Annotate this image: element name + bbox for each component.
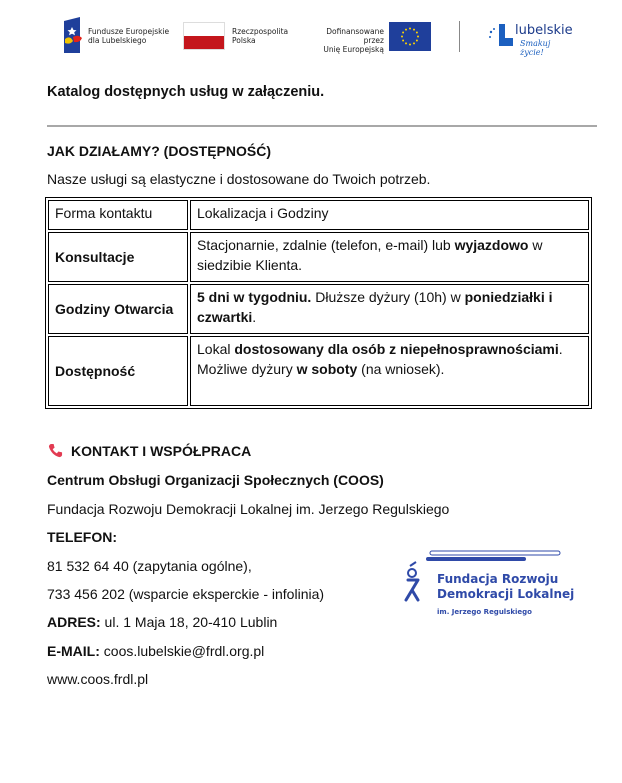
value-text: w siedzibie Klienta.	[197, 237, 543, 273]
eu-line1: Dofinansowane przez	[326, 27, 384, 45]
value-bold: poniedziałki i czwartki	[197, 289, 553, 325]
fe-logo-text	[88, 27, 169, 45]
contact-title: KONTAKT I WSPÓŁPRACA	[71, 443, 252, 459]
address-label: ADRES:	[47, 614, 101, 630]
value-text: .	[252, 309, 257, 325]
table-row	[48, 232, 589, 282]
row-value	[190, 336, 589, 406]
frdl-logo-line2: Demokracji Lokalnej	[437, 587, 575, 601]
fe-line1: Fundusze Europejskie	[88, 27, 170, 36]
foundation-name: Fundacja Rozwoju Demokracji Lokalnej im. Jerzego Regulskiego	[47, 501, 450, 517]
eu-logo-text	[304, 27, 384, 54]
pl-logo-text	[232, 27, 288, 45]
phone-hotline: 733 456 202 (wsparcie eksperckie - infolinia)	[47, 586, 325, 602]
section-divider	[47, 125, 597, 127]
table-header-cell: Lokalizacja i Godziny	[190, 200, 589, 230]
row-label: Konsultacje	[48, 232, 188, 282]
value-bold: 5 dni w tygodniu.	[197, 289, 312, 305]
phone-label: TELEFON:	[47, 529, 117, 545]
value-bold: w soboty	[296, 361, 358, 377]
email-label: E-MAIL:	[47, 643, 100, 659]
section-title: JAK DZIAŁAMY? (DOSTĘPNOŚĆ)	[47, 143, 271, 159]
polish-flag-icon	[183, 22, 225, 50]
frdl-logo-line1: Fundacja Rozwoju	[437, 572, 559, 586]
table-row	[48, 284, 589, 334]
lubelskie-name: lubelskie	[515, 23, 573, 38]
fe-line2: dla Lubelskiego	[88, 36, 147, 45]
row-value	[190, 284, 589, 334]
fundusze-europejskie-logo-icon	[62, 17, 84, 53]
row-label: Godziny Otwarcia	[48, 284, 188, 334]
lubelskie-logo	[488, 22, 573, 57]
value-text: Lokal	[197, 341, 235, 357]
address-value: ul. 1 Maja 18, 20-410 Lublin	[100, 614, 278, 630]
table-header-row	[48, 200, 589, 230]
value-text: Stacjonarnie, zdalnie (telefon, e-mail) lub	[197, 237, 455, 253]
table-header-cell: Forma kontaktu	[48, 200, 188, 230]
phone-icon	[48, 443, 63, 458]
phone-general: 81 532 64 40 (zapytania ogólne),	[47, 558, 252, 574]
logo-separator	[459, 21, 460, 52]
lubelskie-logo-icon	[488, 24, 514, 48]
eu-flag-icon	[389, 22, 431, 51]
value-bold: dostosowany dla osób z niepełnosprawnościami	[234, 341, 559, 357]
eu-line2: Unię Europejską	[323, 45, 384, 54]
services-table	[45, 197, 592, 409]
row-value	[190, 232, 589, 282]
value-bold: wyjazdowo	[454, 237, 529, 253]
email-line	[47, 643, 264, 659]
value-text: Dłuższe dyżury (10h) w	[311, 289, 465, 305]
frdl-logo-line3: im. Jerzego Regulskiego	[437, 608, 532, 616]
value-text: . Możliwe dyżury	[197, 341, 563, 377]
catalog-note: Katalog dostępnych usług w załączeniu.	[47, 84, 325, 100]
lubelskie-slogan: Smakuj życie!	[520, 39, 551, 57]
value-text: (na wniosek).	[357, 361, 445, 377]
org-name: Centrum Obsługi Organizacji Społecznych (COOS)	[47, 472, 384, 488]
intro-text: Nasze usługi są elastyczne i dostosowane do Twoich potrzeb.	[47, 171, 431, 187]
row-label: Dostępność	[48, 336, 188, 406]
address-line	[47, 614, 277, 630]
website-link[interactable]: www.coos.frdl.pl	[47, 671, 149, 687]
table-row	[48, 336, 589, 406]
pl-line2: Polska	[232, 36, 256, 45]
pl-line1: Rzeczpospolita	[232, 27, 289, 36]
email-link[interactable]: coos.lubelskie@frdl.org.pl	[99, 643, 265, 659]
